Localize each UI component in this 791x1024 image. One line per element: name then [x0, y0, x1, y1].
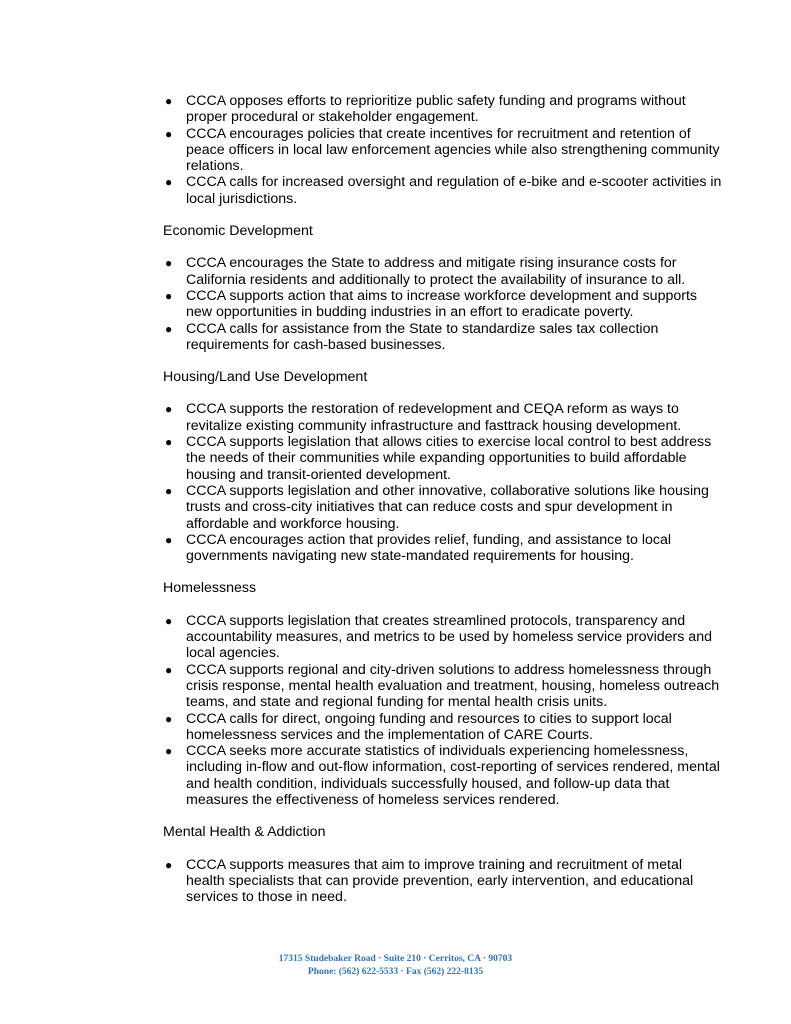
list-item-text: CCCA supports legislation and other innovative, collaborative solutions like housing trusts and cross-city initiatives that can reduce costs and spur development in affordable and workforce housing.: [186, 482, 709, 532]
list-item: [163, 255, 723, 288]
list-item-text: CCCA calls for direct, ongoing funding and resources to cities to support local homelessness services and the implementation of CARE Courts.: [186, 710, 672, 743]
list-item-text: CCCA calls for assistance from the State to standardize sales tax collection requirements for cash-based businesses.: [186, 320, 659, 353]
bullet-icon: ●: [165, 126, 173, 141]
list-item: [163, 321, 723, 354]
bullet-icon: ●: [165, 321, 173, 336]
bullet-icon: ●: [165, 94, 173, 108]
bullet-icon: ●: [165, 711, 173, 726]
list-item-text: CCCA supports measures that aim to improve training and recruitment of metal health specialists that can provide prevention, early intervention, and educational services to those in need.: [186, 856, 694, 906]
list-item: [163, 401, 723, 434]
list-item: [163, 174, 723, 207]
list-item-text: CCCA supports legislation that allows cities to exercise local control to best address the needs of their communities while expanding opportunities to build affordable housing and transit-oriented development.: [186, 434, 712, 483]
list-item-text: CCCA supports the restoration of redevelopment and CEQA reform as ways to revitalize existing community infrastructure and fasttrack housing development.: [186, 401, 682, 434]
list-item: [163, 857, 723, 906]
list-item-text: CCCA encourages the State to address and mitigate rising insurance costs for California residents and additionally to protect the availability of insurance to all.: [186, 255, 686, 288]
bullet-list: [163, 255, 723, 353]
list-item: [163, 743, 723, 808]
bullet-list: [163, 401, 723, 564]
list-item-text: CCCA calls for increased oversight and regulation of e-bike and e-scooter activities in local jurisdictions.: [186, 174, 722, 207]
bullet-icon: ●: [165, 288, 173, 303]
bullet-icon: ●: [165, 402, 173, 417]
list-item: [163, 126, 723, 175]
footer-address: 17315 Studebaker Road · Suite 210 · Cerritos, CA · 90703: [278, 954, 513, 964]
list-item-text: CCCA supports legislation that creates streamlined protocols, transparency and accountability measures, and metrics to be used by homeless service providers and local agencies.: [186, 612, 712, 662]
bullet-icon: ●: [165, 483, 173, 498]
list-item: [163, 662, 723, 711]
section-heading-economic-development: Economic Development: [163, 223, 313, 240]
bullet-icon: ●: [165, 613, 173, 628]
list-item-text: CCCA encourages policies that create incentives for recruitment and retention of peace officers in local law enforcement agencies while also strengthening community relations.: [186, 125, 720, 175]
footer-contact: Phone: (562) 622-5533 · Fax (562) 222-8135: [307, 967, 484, 977]
bullet-icon: ●: [165, 435, 173, 450]
bullet-list: [163, 93, 723, 207]
list-item: [163, 483, 723, 532]
list-item-text: CCCA encourages action that provides relief, funding, and assistance to local governments navigating new state-mandated requirements for housing.: [186, 531, 672, 565]
list-item: [163, 434, 723, 483]
section-heading-mental-health: Mental Health & Addiction: [163, 824, 326, 841]
bullet-icon: ●: [165, 662, 173, 677]
list-item-text: CCCA supports action that aims to increase workforce development and supports new opportunities in budding industries in an effort to eradicate poverty.: [186, 287, 698, 321]
list-item: [163, 613, 723, 662]
list-item-text: CCCA seeks more accurate statistics of individuals experiencing homelessness, including in-flow and out-flow information, cost-reporting of services rendered, mental and health condition, individuals successfully housed, and follow-up data that measures the effectiveness of homeless services rendered.: [186, 743, 720, 808]
page-footer: [0, 953, 791, 979]
section-heading-homelessness: Homelessness: [163, 580, 257, 597]
bullet-icon: ●: [165, 744, 173, 759]
bullet-icon: ●: [165, 532, 173, 547]
bullet-list: [163, 613, 723, 809]
bullet-list: [163, 857, 723, 906]
list-item: [163, 93, 723, 126]
bullet-icon: ●: [165, 857, 173, 872]
list-item: [163, 711, 723, 744]
bullet-icon: ●: [165, 175, 173, 190]
list-item: [163, 532, 723, 565]
list-item-text: CCCA opposes efforts to reprioritize public safety funding and programs without proper procedural or stakeholder engagement.: [186, 93, 686, 126]
section-heading-housing-land-use: Housing/Land Use Development: [163, 369, 368, 386]
document-body: [163, 93, 723, 905]
bullet-icon: ●: [165, 256, 173, 271]
list-item: [163, 288, 723, 321]
list-item-text: CCCA supports regional and city-driven solutions to address homelessness through crisis response, mental health evaluation and treatment, housing, homeless outreach teams, and state and regional funding for mental health crisis units.: [186, 661, 720, 711]
